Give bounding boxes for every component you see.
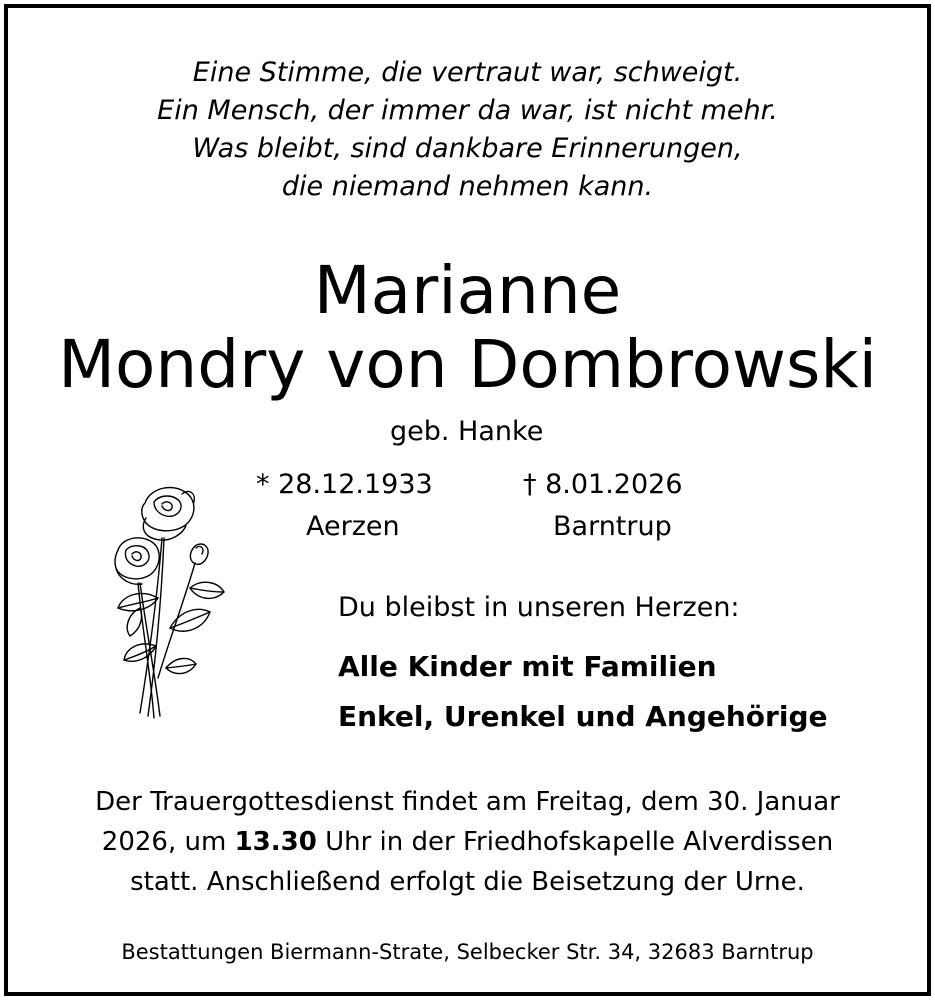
death-date: † 8.01.2026 — [523, 469, 683, 500]
service-line-2-pre: 2026, um — [101, 827, 235, 857]
quote-line-3: Was bleibt, sind dankbare Erinnerungen, — [192, 133, 743, 164]
mourners-line-1: Alle Kinder mit Familien — [338, 650, 717, 683]
birth-date: * 28.12.1933 — [256, 469, 433, 500]
service-line-2-post: Uhr in der Friedhofskapelle Alverdissen — [316, 827, 834, 857]
rose-icon — [110, 478, 230, 728]
mourners-intro: Du bleibst in unseren Herzen: — [338, 592, 740, 623]
obituary-notice — [4, 4, 931, 996]
quote-line-1: Eine Stimme, die vertraut war, schweigt. — [192, 57, 743, 88]
quote-line-2: Ein Mensch, der immer da war, ist nicht mehr. — [157, 95, 778, 126]
service-time: 13.30 — [234, 827, 317, 857]
mourners-line-2: Enkel, Urenkel und Angehörige — [338, 700, 828, 733]
service-line-2 — [8, 822, 927, 862]
service-line-3: statt. Anschließend erfolgt die Beisetzung der Urne. — [130, 867, 805, 897]
service-line-1: Der Trauergottesdienst findet am Freitag, dem 30. Januar — [95, 787, 840, 817]
maiden-name: geb. Hanke — [390, 416, 544, 447]
deceased-first-name: Marianne — [313, 252, 622, 329]
birth-place: Aerzen — [306, 511, 400, 542]
deceased-last-name: Mondry von Dombrowski — [58, 326, 877, 403]
quote-line-4: die niemand nehmen kann. — [281, 171, 654, 202]
funeral-home-footer: Bestattungen Biermann-Strate, Selbecker Str. 34, 32683 Barntrup — [121, 940, 814, 964]
funeral-service-info — [8, 782, 927, 902]
memorial-quote — [8, 54, 927, 206]
death-place: Barntrup — [553, 511, 672, 542]
